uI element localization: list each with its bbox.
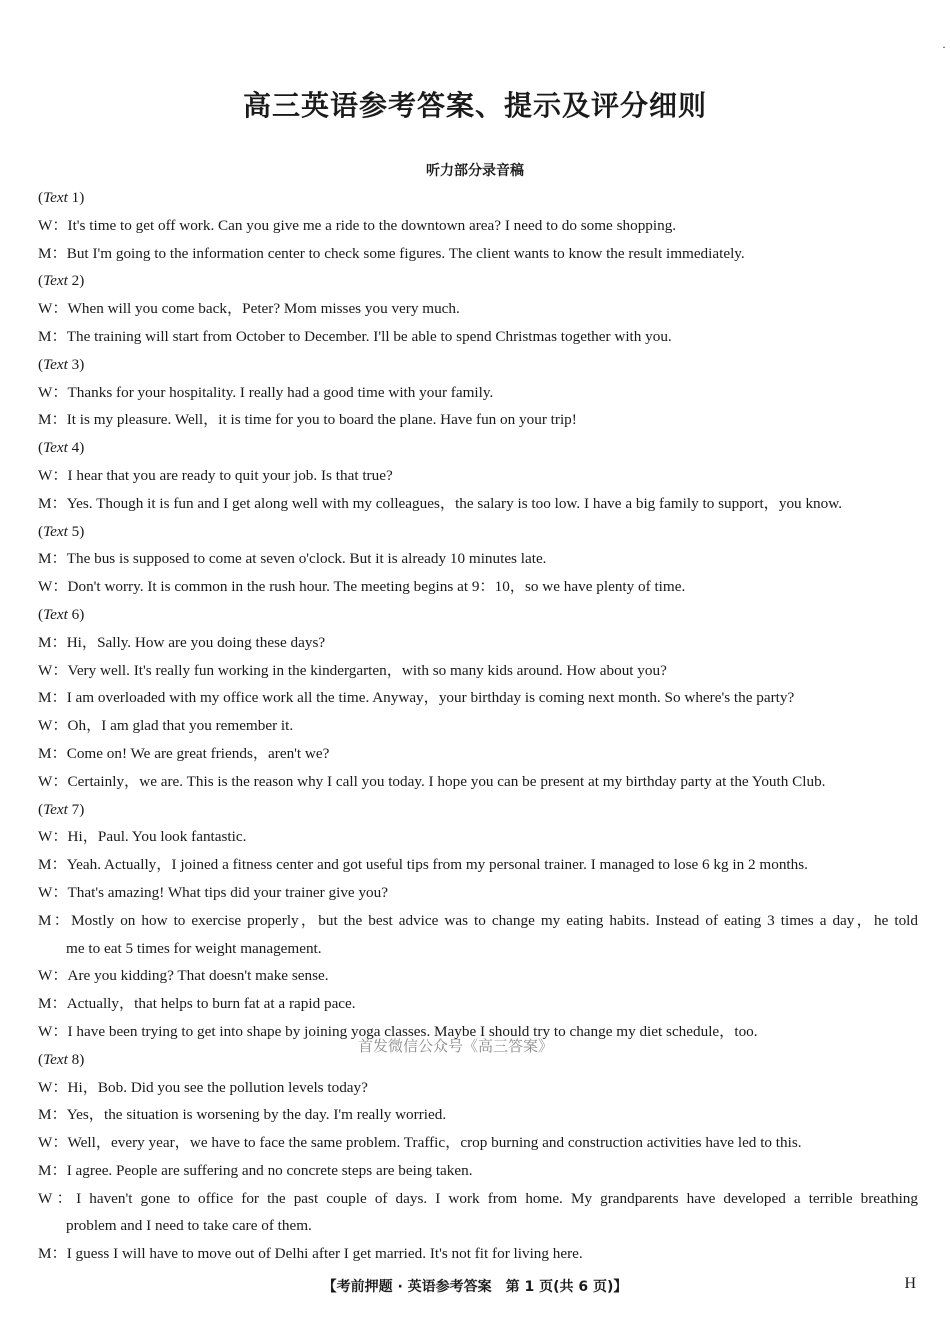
dialogue-line: [38, 712, 918, 740]
speaker-colon: ：: [51, 244, 67, 262]
page-title: 高三英语参考答案、提示及评分细则: [242, 89, 707, 122]
text-number: 7: [71, 800, 80, 818]
text-heading: [38, 601, 918, 629]
speaker-label: W: [38, 661, 53, 679]
paren-close: ): [79, 439, 85, 457]
utterance-text: But I'm going to the information center to check some figures. The client wants to know the result immediately.: [66, 244, 745, 262]
text-number: 3: [71, 355, 80, 373]
speaker-label: W: [38, 828, 53, 846]
dialogue-line: [38, 1240, 918, 1268]
speaker-colon: ：: [52, 883, 68, 901]
text-heading: [38, 434, 918, 462]
dialogue-line: [38, 1074, 918, 1102]
utterance-text: Mostly on how to exercise properly，but the best advice was to change my eating habits. Instead of eating 3 times a day，he told: [71, 911, 918, 929]
text-label: Text: [43, 605, 68, 623]
dialogue-line: [38, 323, 918, 351]
utterance-text: Thanks for your hospitality. I really had a good time with your family.: [67, 383, 494, 401]
utterance-text: Yes，the situation is worsening by the day. I'm really worried.: [66, 1106, 447, 1124]
dialogue-line: [38, 212, 918, 240]
speaker-colon: ：: [52, 828, 68, 846]
speaker-label: M: [38, 244, 52, 262]
dialogue-line: [38, 768, 918, 796]
speaker-label: W: [38, 1022, 53, 1040]
speaker-colon: ：: [51, 1245, 67, 1263]
speaker-label: W: [38, 717, 53, 735]
dialogue-line: [38, 573, 918, 601]
dialogue-line: [38, 379, 918, 407]
paren-open: (: [38, 522, 44, 540]
paren-close: ): [79, 522, 85, 540]
paren-open: (: [38, 272, 44, 290]
speaker-label: M: [38, 633, 52, 651]
text-number: 8: [71, 1050, 80, 1068]
paren-open: (: [38, 189, 44, 206]
utterance-text: Very well. It's really fun working in the kindergarten，with so many kids around. How about you?: [67, 661, 667, 679]
speaker-label: W: [38, 1078, 53, 1096]
speaker-label: M: [38, 550, 52, 568]
dialogue-line: [38, 823, 918, 851]
dialogue-line-continuation: me to eat 5 times for weight management.: [66, 939, 322, 957]
speaker-colon: ：: [52, 300, 68, 318]
speaker-colon: ：: [52, 661, 68, 679]
utterance-text: I hear that you are ready to quit your job. Is that true?: [67, 466, 393, 484]
paper-version-code: H: [904, 1275, 916, 1292]
utterance-text: When will you come back，Peter? Mom misses you very much.: [67, 300, 460, 318]
speaker-label: M: [38, 327, 52, 345]
dialogue-line: [38, 851, 918, 879]
speaker-colon: ：: [52, 578, 68, 596]
speaker-colon: ：: [52, 1078, 68, 1096]
speaker-colon: ：: [51, 1106, 67, 1124]
speaker-label: W: [38, 967, 53, 985]
utterance-text: It's time to get off work. Can you give me a ride to the downtown area? I need to do some shopping.: [67, 216, 677, 234]
dialogue-line: [38, 684, 918, 712]
text-label: Text: [43, 355, 68, 373]
text-heading: [38, 518, 918, 546]
text-number: 6: [71, 605, 80, 623]
speaker-label: M: [38, 1106, 52, 1124]
dialogue-line: [38, 1157, 918, 1185]
utterance-text: Don't worry. It is common in the rush hour. The meeting begins at 9：10，so we have plenty of time.: [67, 578, 686, 596]
dialogue-line: [38, 629, 918, 657]
paren-close: ): [79, 355, 85, 373]
speaker-colon: ：: [51, 1161, 67, 1179]
text-label: Text: [43, 522, 68, 540]
dialogue-line: [38, 1101, 918, 1129]
utterance-text: Certainly，we are. This is the reason why I call you today. I hope you can be present at my birthday party at the Youth Club.: [67, 772, 826, 790]
utterance-text: Are you kidding? That doesn't make sense.: [67, 967, 329, 985]
text-number: 2: [71, 272, 80, 290]
corner-mark: ·: [942, 40, 946, 54]
speaker-label: W: [38, 578, 53, 596]
dialogue-line: [38, 1129, 918, 1157]
utterance-text: Yes. Though it is fun and I get along well with my colleagues，the salary is too low. I have a big family to support，you know.: [66, 494, 842, 512]
speaker-label: M: [38, 1245, 52, 1263]
paren-open: (: [38, 605, 44, 623]
utterance-text: Come on! We are great friends，aren't we?: [66, 744, 330, 762]
speaker-colon: ：: [51, 494, 67, 512]
paren-open: (: [38, 1050, 44, 1068]
speaker-colon: ：: [52, 1022, 68, 1040]
utterance-text: I guess I will have to move out of Delhi after I get married. It's not fit for living here.: [66, 1245, 583, 1263]
watermark: 首发微信公众号《高三答案》: [358, 1037, 554, 1055]
speaker-label: W: [38, 300, 53, 318]
utterance-text: Hi，Bob. Did you see the pollution levels today?: [67, 1078, 368, 1096]
utterance-text: Hi，Paul. You look fantastic.: [67, 828, 247, 846]
speaker-label: M: [38, 995, 52, 1013]
speaker-colon: ：: [51, 689, 67, 707]
utterance-text: Well，every year，we have to face the same problem. Traffic，crop burning and construction activities have led to this.: [67, 1134, 802, 1152]
speaker-colon: ：: [51, 411, 67, 429]
text-label: Text: [43, 800, 68, 818]
dialogue-line: [38, 740, 918, 768]
speaker-colon: ：: [51, 856, 67, 874]
dialogue-line: [38, 545, 918, 573]
dialogue-line: [38, 406, 918, 434]
paren-close: ): [79, 1050, 85, 1068]
speaker-label: M: [38, 1161, 52, 1179]
text-label: Text: [43, 439, 68, 457]
speaker-colon: ：: [52, 1189, 77, 1207]
paren-close: ): [79, 800, 85, 818]
text-label: Text: [43, 1050, 68, 1068]
speaker-label: M: [38, 856, 52, 874]
speaker-colon: ：: [52, 466, 68, 484]
speaker-colon: ：: [51, 633, 67, 651]
utterance-text: The training will start from October to December. I'll be able to spend Christmas together with you.: [66, 327, 672, 345]
speaker-colon: ：: [51, 327, 67, 345]
utterance-text: I agree. People are suffering and no concrete steps are being taken.: [66, 1161, 473, 1179]
speaker-label: M: [38, 689, 52, 707]
utterance-text: I haven't gone to office for the past couple of days. I work from home. My grandparents have developed a terrible breathing: [76, 1189, 918, 1207]
utterance-text: Hi，Sally. How are you doing these days?: [66, 633, 326, 651]
paren-open: (: [38, 355, 44, 373]
dialogue-line: [38, 240, 918, 268]
speaker-colon: ：: [51, 995, 67, 1013]
speaker-colon: ：: [52, 967, 68, 985]
speaker-label: W: [38, 383, 53, 401]
speaker-label: M: [38, 411, 52, 429]
speaker-colon: ：: [52, 772, 68, 790]
paren-close: ): [79, 189, 85, 206]
dialogue-line: [38, 462, 918, 490]
speaker-label: W: [38, 1134, 53, 1152]
paren-open: (: [38, 800, 44, 818]
paren-close: ): [79, 272, 85, 290]
speaker-label: W: [38, 1189, 53, 1207]
section-title: 听力部分录音稿: [426, 163, 524, 179]
utterance-text: The bus is supposed to come at seven o'clock. But it is already 10 minutes late.: [66, 550, 547, 568]
dialogue-line: [38, 295, 918, 323]
utterance-text: I have been trying to get into shape by joining yoga classes. Maybe I should try to change my diet schedule，too.: [67, 1022, 758, 1040]
speaker-label: W: [38, 772, 53, 790]
speaker-colon: ：: [52, 717, 68, 735]
text-number: 4: [71, 439, 80, 457]
dialogue-line: [38, 879, 918, 907]
text-label: Text: [43, 272, 68, 290]
dialogue-line: [38, 490, 918, 518]
speaker-colon: ：: [51, 911, 72, 929]
text-number: 5: [71, 522, 80, 540]
dialogue-line: [38, 907, 918, 935]
speaker-colon: ：: [52, 383, 68, 401]
speaker-colon: ：: [52, 1134, 68, 1152]
text-label: Text: [43, 189, 68, 206]
utterance-text: It is my pleasure. Well，it is time for you to board the plane. Have fun on your trip!: [66, 411, 577, 429]
utterance-text: I am overloaded with my office work all the time. Anyway，your birthday is coming next month. So where's the party?: [66, 689, 795, 707]
page-footer: 【考前押题 · 英语参考答案 第 1 页(共 6 页)】: [322, 1279, 628, 1295]
transcript: [38, 184, 918, 1268]
speaker-label: M: [38, 911, 52, 929]
text-heading: [38, 351, 918, 379]
speaker-colon: ：: [52, 216, 68, 234]
text-heading: [38, 267, 918, 295]
text-heading: [38, 796, 918, 824]
dialogue-line-continuation: problem and I need to take care of them.: [66, 1217, 312, 1235]
paren-open: (: [38, 439, 44, 457]
speaker-label: M: [38, 744, 52, 762]
speaker-colon: ：: [51, 744, 67, 762]
speaker-label: W: [38, 466, 53, 484]
utterance-text: That's amazing! What tips did your trainer give you?: [67, 883, 388, 901]
dialogue-line: [38, 657, 918, 685]
speaker-colon: ：: [51, 550, 67, 568]
utterance-text: Oh，I am glad that you remember it.: [67, 717, 294, 735]
text-number: 1: [71, 189, 80, 206]
dialogue-line: [38, 962, 918, 990]
utterance-text: Actually，that helps to burn fat at a rapid pace.: [66, 995, 356, 1013]
utterance-text: Yeah. Actually，I joined a fitness center and got useful tips from my personal trainer. I managed to lose 6 kg in 2 months.: [66, 856, 808, 874]
speaker-label: M: [38, 494, 52, 512]
dialogue-line: [38, 990, 918, 1018]
speaker-label: W: [38, 216, 53, 234]
speaker-label: W: [38, 883, 53, 901]
text-heading: [38, 184, 918, 212]
paren-close: ): [79, 605, 85, 623]
dialogue-line: [38, 1185, 918, 1213]
